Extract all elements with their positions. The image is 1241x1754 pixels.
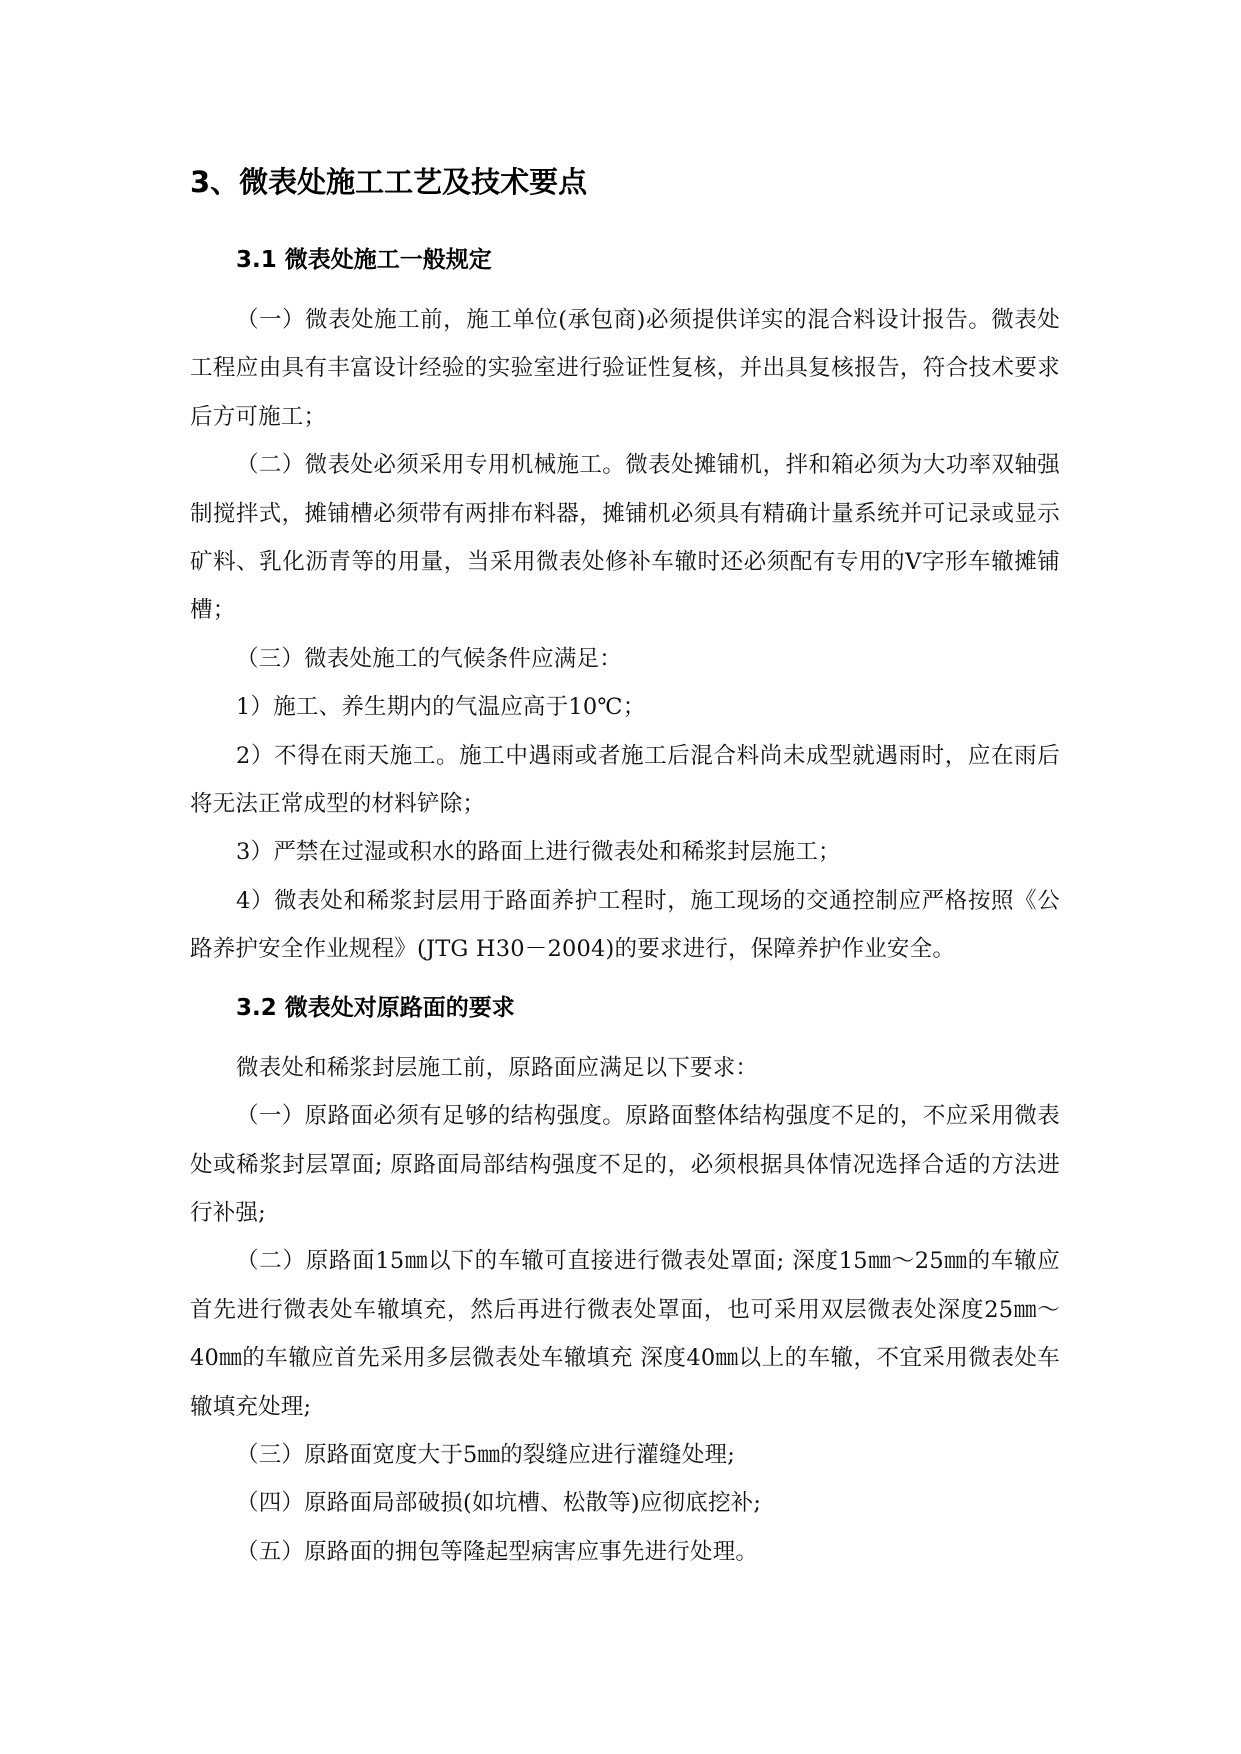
paragraph: 4）微表处和稀浆封层用于路面养护工程时，施工现场的交通控制应严格按照《公路养护安全作业规程》(JTG H30－2004)的要求进行，保障养护作业安全。 xyxy=(190,887,1060,963)
paragraph: （四）原路面局部破损(如坑槽、松散等)应彻底挖补; xyxy=(236,1490,762,1517)
paragraph: （一）原路面必须有足够的结构强度。原路面整体结构强度不足的，不应采用微表处或稀浆封层罩面; 原路面局部结构强度不足的，必须根据具体情况选择合适的方法进行补强; xyxy=(190,1103,1060,1226)
subsection-heading-3-1: 3.1 微表处施工一般规定 xyxy=(236,247,492,273)
section-title: 3、微表处施工工艺及技术要点 xyxy=(190,165,588,199)
paragraph: （三）原路面宽度大于5㎜的裂缝应进行灌缝处理; xyxy=(236,1441,735,1468)
paragraph: （五）原路面的拥包等隆起型病害应事先进行处理。 xyxy=(236,1538,759,1565)
paragraph: 3）严禁在过湿或积水的路面上进行微表处和稀浆封层施工； xyxy=(236,839,841,866)
paragraph: 微表处和稀浆封层施工前，原路面应满足以下要求： xyxy=(236,1054,759,1081)
paragraph: （三）微表处施工的气候条件应满足： xyxy=(236,645,622,672)
subsection-heading-3-2: 3.2 微表处对原路面的要求 xyxy=(236,994,515,1021)
page-content xyxy=(190,160,1060,1576)
paragraph: （二）原路面15㎜以下的车辙可直接进行微表处罩面; 深度15㎜～25㎜的车辙应首先进行微表处车辙填充，然后再进行微表处罩面，也可采用双层微表处深度25㎜～40㎜的车辙应首先采用多层微表处车辙填充 深度40㎜以上的车辙，不宜采用微表处车辙填充处理; xyxy=(190,1248,1060,1420)
paragraph: 1）施工、养生期内的气温应高于10℃； xyxy=(236,694,646,721)
paragraph: （一）微表处施工前，施工单位(承包商)必须提供详实的混合料设计报告。微表处工程应由具有丰富设计经验的实验室进行验证性复核，并出具复核报告，符合技术要求后方可施工； xyxy=(190,307,1060,430)
paragraph: （二）微表处必须采用专用机械施工。微表处摊铺机，拌和箱必须为大功率双轴强制搅拌式，摊铺槽必须带有两排布料器，摊铺机必须具有精确计量系统并可记录或显示矿料、乳化沥青等的用量，当采用微表处修补车辙时还必须配有专用的V字形车辙摊铺槽； xyxy=(190,452,1060,624)
paragraph: 2）不得在雨天施工。施工中遇雨或者施工后混合料尚未成型就遇雨时，应在雨后将无法正常成型的材料铲除； xyxy=(190,742,1060,818)
